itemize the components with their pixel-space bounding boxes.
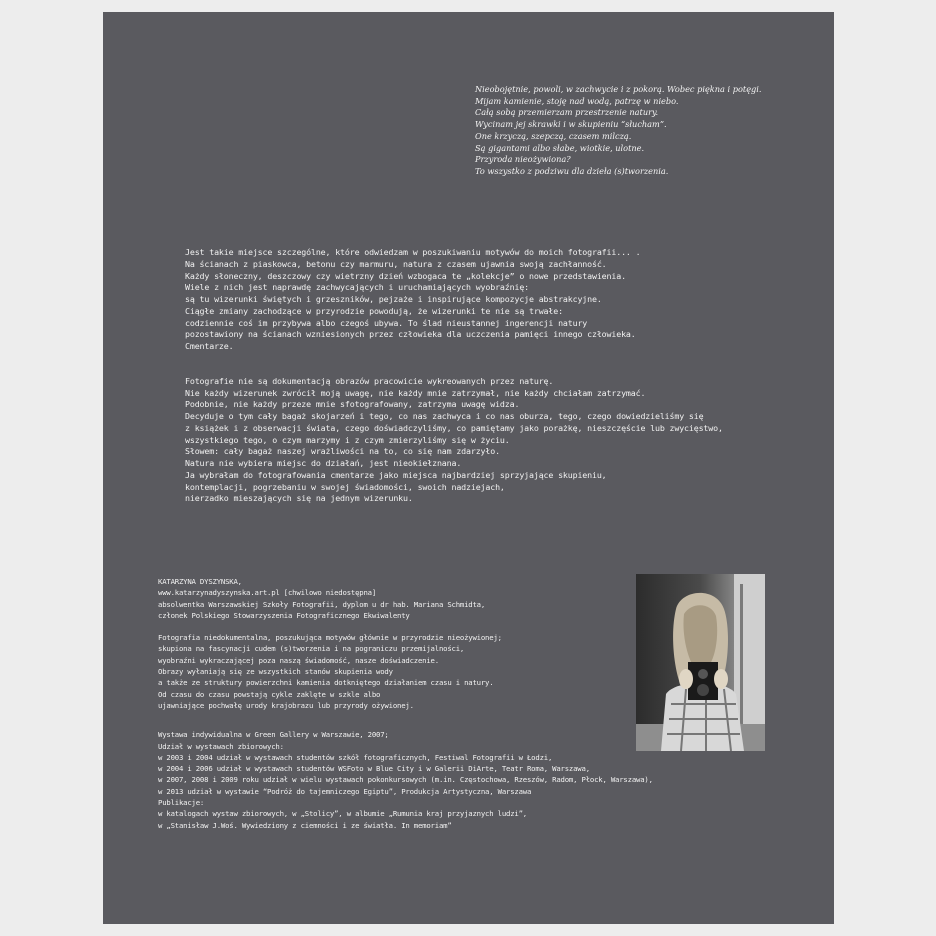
essay-line: Fotografie nie są dokumentacją obrazów pracowicie wykreowanych przez naturę. — [185, 375, 554, 386]
bio-line: członek Polskiego Stowarzyszenia Fotograficznego Ekwiwalenty — [158, 610, 410, 620]
bio-statement-line: wyobraźni wykraczającej poza naszą świadomość, nasze doświadczenie. — [158, 655, 439, 665]
poem — [475, 84, 762, 178]
exhibition-line: Wystawa indywidualna w Green Gallery w Warszawie, 2007; — [158, 730, 389, 740]
essay-line: Wiele z nich jest naprawdę zachwycających i uruchamiających wyobraźnię: — [185, 282, 530, 293]
exhibition-line: w 2007, 2008 i 2009 roku udział w wielu wystawach pokonkursowych (m.in. Częstochowa, Rzeszów, Radom, Płock, Warszawa), — [158, 775, 653, 785]
essay-paragraph-1 — [185, 247, 723, 353]
publications-heading: Publikacje: — [158, 798, 205, 808]
essay-line: Ciągłe zmiany zachodzące w przyrodzie powodują, że wizerunki te nie są trwałe: — [185, 305, 563, 316]
artist-name: KATARZYNA DYSZYNSKA, — [158, 577, 242, 586]
essay-line: Podobnie, nie każdy przeze mnie sfotografowany, zatrzyma uwagę widza. — [185, 399, 520, 410]
poem-line: Przyroda nieożywiona? — [475, 154, 571, 165]
poem-line: Nieobojętnie, powoli, w zachwycie i z pokorą. Wobec piękna i potęgi. — [475, 84, 762, 94]
essay-line: Natura nie wybiera miejsc do działań, jest nieokiełznana. — [185, 458, 462, 468]
essay-line: Jest takie miejsce szczególne, które odwiedzam w poszukiwaniu motywów do moich fotografii... . — [185, 247, 641, 257]
essay-line: Na ścianach z piaskowca, betonu czy marmuru, natura z czasem ujawnia swoją zachłanność. — [185, 258, 607, 269]
essay-line: nierzadko mieszających się na jednym wizerunku. — [185, 493, 413, 504]
exhibition-line: w 2004 i 2006 udział w wystawach studentów WSFoto w Blue City i w Galerii DiArte, Teatr Roma, Warszawa, — [158, 764, 590, 774]
essay-paragraph-2 — [185, 376, 723, 505]
artist-bio — [158, 576, 653, 831]
bio-line: absolwentka Warszawskiej Szkoły Fotografii, dyplom u dr hab. Mariana Schmidta, — [158, 599, 486, 609]
portrait-illustration — [636, 574, 765, 751]
essay-line: wszystkiego tego, o czym marzymy i z czym zmierzyliśmy się w życiu. — [185, 434, 510, 445]
publication-line: w „Stanisław J.Woś. Wywiedziony z ciemności i ze światła. In memoriam” — [158, 820, 452, 830]
artist-essay — [185, 247, 723, 505]
exhibition-line: w 2003 i 2004 udział w wystawach studentów szkół fotograficznych, Festiwal Fotografii w Łodzi, — [158, 752, 553, 762]
essay-line: Decyduje o tym cały bagaż skojarzeń i tego, co nas zachwyca i co nas oburza, tego, czego dowiedzieliśmy się — [185, 411, 704, 421]
poem-line: Wycinam jej skrawki i w skupieniu “słucham”. — [475, 119, 667, 130]
essay-line: z książek i z obserwacji świata, czego doświadczyliśmy, co pamiętamy jako porażkę, nieszczęście lub zwycięstwo, — [185, 422, 723, 433]
poem-line: Całą sobą przemierzam przestrzenie natury. — [475, 107, 659, 118]
poem-line: To wszystko z podziwu dla dzieła (s)tworzenia. — [475, 165, 669, 176]
poem-line: Mijam kamienie, stoję nad wodą, patrzę w niebo. — [475, 95, 679, 106]
essay-line: Nie każdy wizerunek zwrócił moją uwagę, nie każdy mnie zatrzymał, nie każdy chciałam zatrzymać. — [185, 387, 646, 398]
essay-line: są tu wizerunki świętych i grzeszników, pejzaże i inspirujące kompozycje abstrakcyjne. — [185, 294, 602, 304]
bio-statement-line: a także ze struktury powierzchni kamienia dotkniętego działaniem czasu i natury. — [158, 678, 494, 688]
poem-line: One krzyczą, szepczą, czasem milczą. — [475, 130, 632, 141]
artist-portrait-photo — [636, 574, 765, 751]
catalog-page — [103, 12, 834, 924]
essay-line: Każdy słoneczny, deszczowy czy wietrzny dzień wzbogaca te „kolekcje” o nowe przedstawienia. — [185, 270, 626, 281]
bio-statement-line: Obrazy wyłaniają się ze wszystkich stanów skupienia wody — [158, 667, 393, 677]
bio-statement-line: Od czasu do czasu powstają cykle zaklęte w szkle albo — [158, 689, 381, 699]
essay-line: Ja wybrałam do fotografowania cmentarze jako miejsca najbardziej sprzyjające skupieniu, — [185, 469, 607, 480]
poem-line: Są gigantami albo słabe, wiotkie, ulotne. — [475, 142, 645, 153]
essay-line: pozostawiony na ścianach wzniesionych przez człowieka dla uczczenia pamięci innego człowieka. — [185, 329, 636, 340]
essay-line: kontemplacji, pogrzebaniu w swojej świadomości, swoich nadziejach, — [185, 481, 505, 492]
bio-statement-line: Fotografia niedokumentalna, poszukująca motywów głównie w przyrodzie nieożywionej; — [158, 633, 502, 643]
exhibition-line: Udział w wystawach zbiorowych: — [158, 741, 284, 751]
essay-line: Słowem: cały bagaż naszej wrażliwości na to, co się nam zdarzyło. — [185, 446, 500, 457]
bio-statement-line: ujawniające pochwałę urody krajobrazu lub przyrody ożywionej. — [158, 700, 414, 710]
publication-line: w katalogach wystaw zbiorowych, w „Stolicy”, w albumie „Rumunia kraj przyjaznych ludzi”, — [158, 809, 527, 819]
artist-website: www.katarzynadyszynska.art.pl [chwilowo niedostępna] — [158, 588, 377, 598]
essay-line: codziennie coś im przybywa albo czegoś ubywa. To ślad nieustannej ingerencji natury — [185, 317, 588, 328]
essay-line: Cmentarze. — [185, 341, 234, 351]
exhibition-line: w 2013 udział w wystawie “Podróż do tajemniczego Egiptu”, Produkcja Artystyczna, Warszawa — [158, 786, 532, 796]
bio-statement-line: skupiona na fascynacji cudem (s)tworzenia i na pograniczu przemijalności, — [158, 644, 465, 654]
